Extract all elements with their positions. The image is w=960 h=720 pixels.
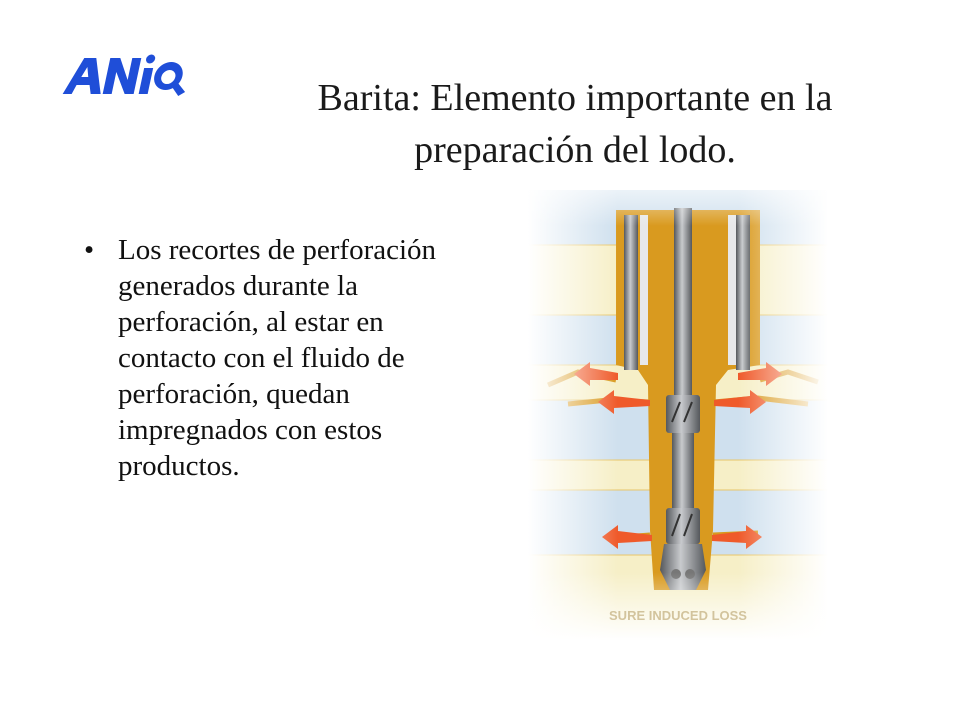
bullet-list — [84, 232, 444, 484]
bullet-marker: • — [84, 234, 95, 266]
bullet-item — [84, 232, 444, 484]
title-line-2: preparación del lodo. — [414, 129, 736, 171]
figure-caption: SURE INDUCED LOSS — [609, 608, 747, 623]
slide-title — [270, 72, 880, 176]
title-line-1: Barita: Elemento importante en la — [317, 77, 833, 119]
aniq-logo — [62, 50, 192, 98]
wellbore-illustration — [528, 190, 828, 640]
bullet-text: Los recortes de perforación generados durante la perforación, al estar en contacto con el fluido de perforación, quedan impregnados con estos productos. — [118, 234, 437, 482]
